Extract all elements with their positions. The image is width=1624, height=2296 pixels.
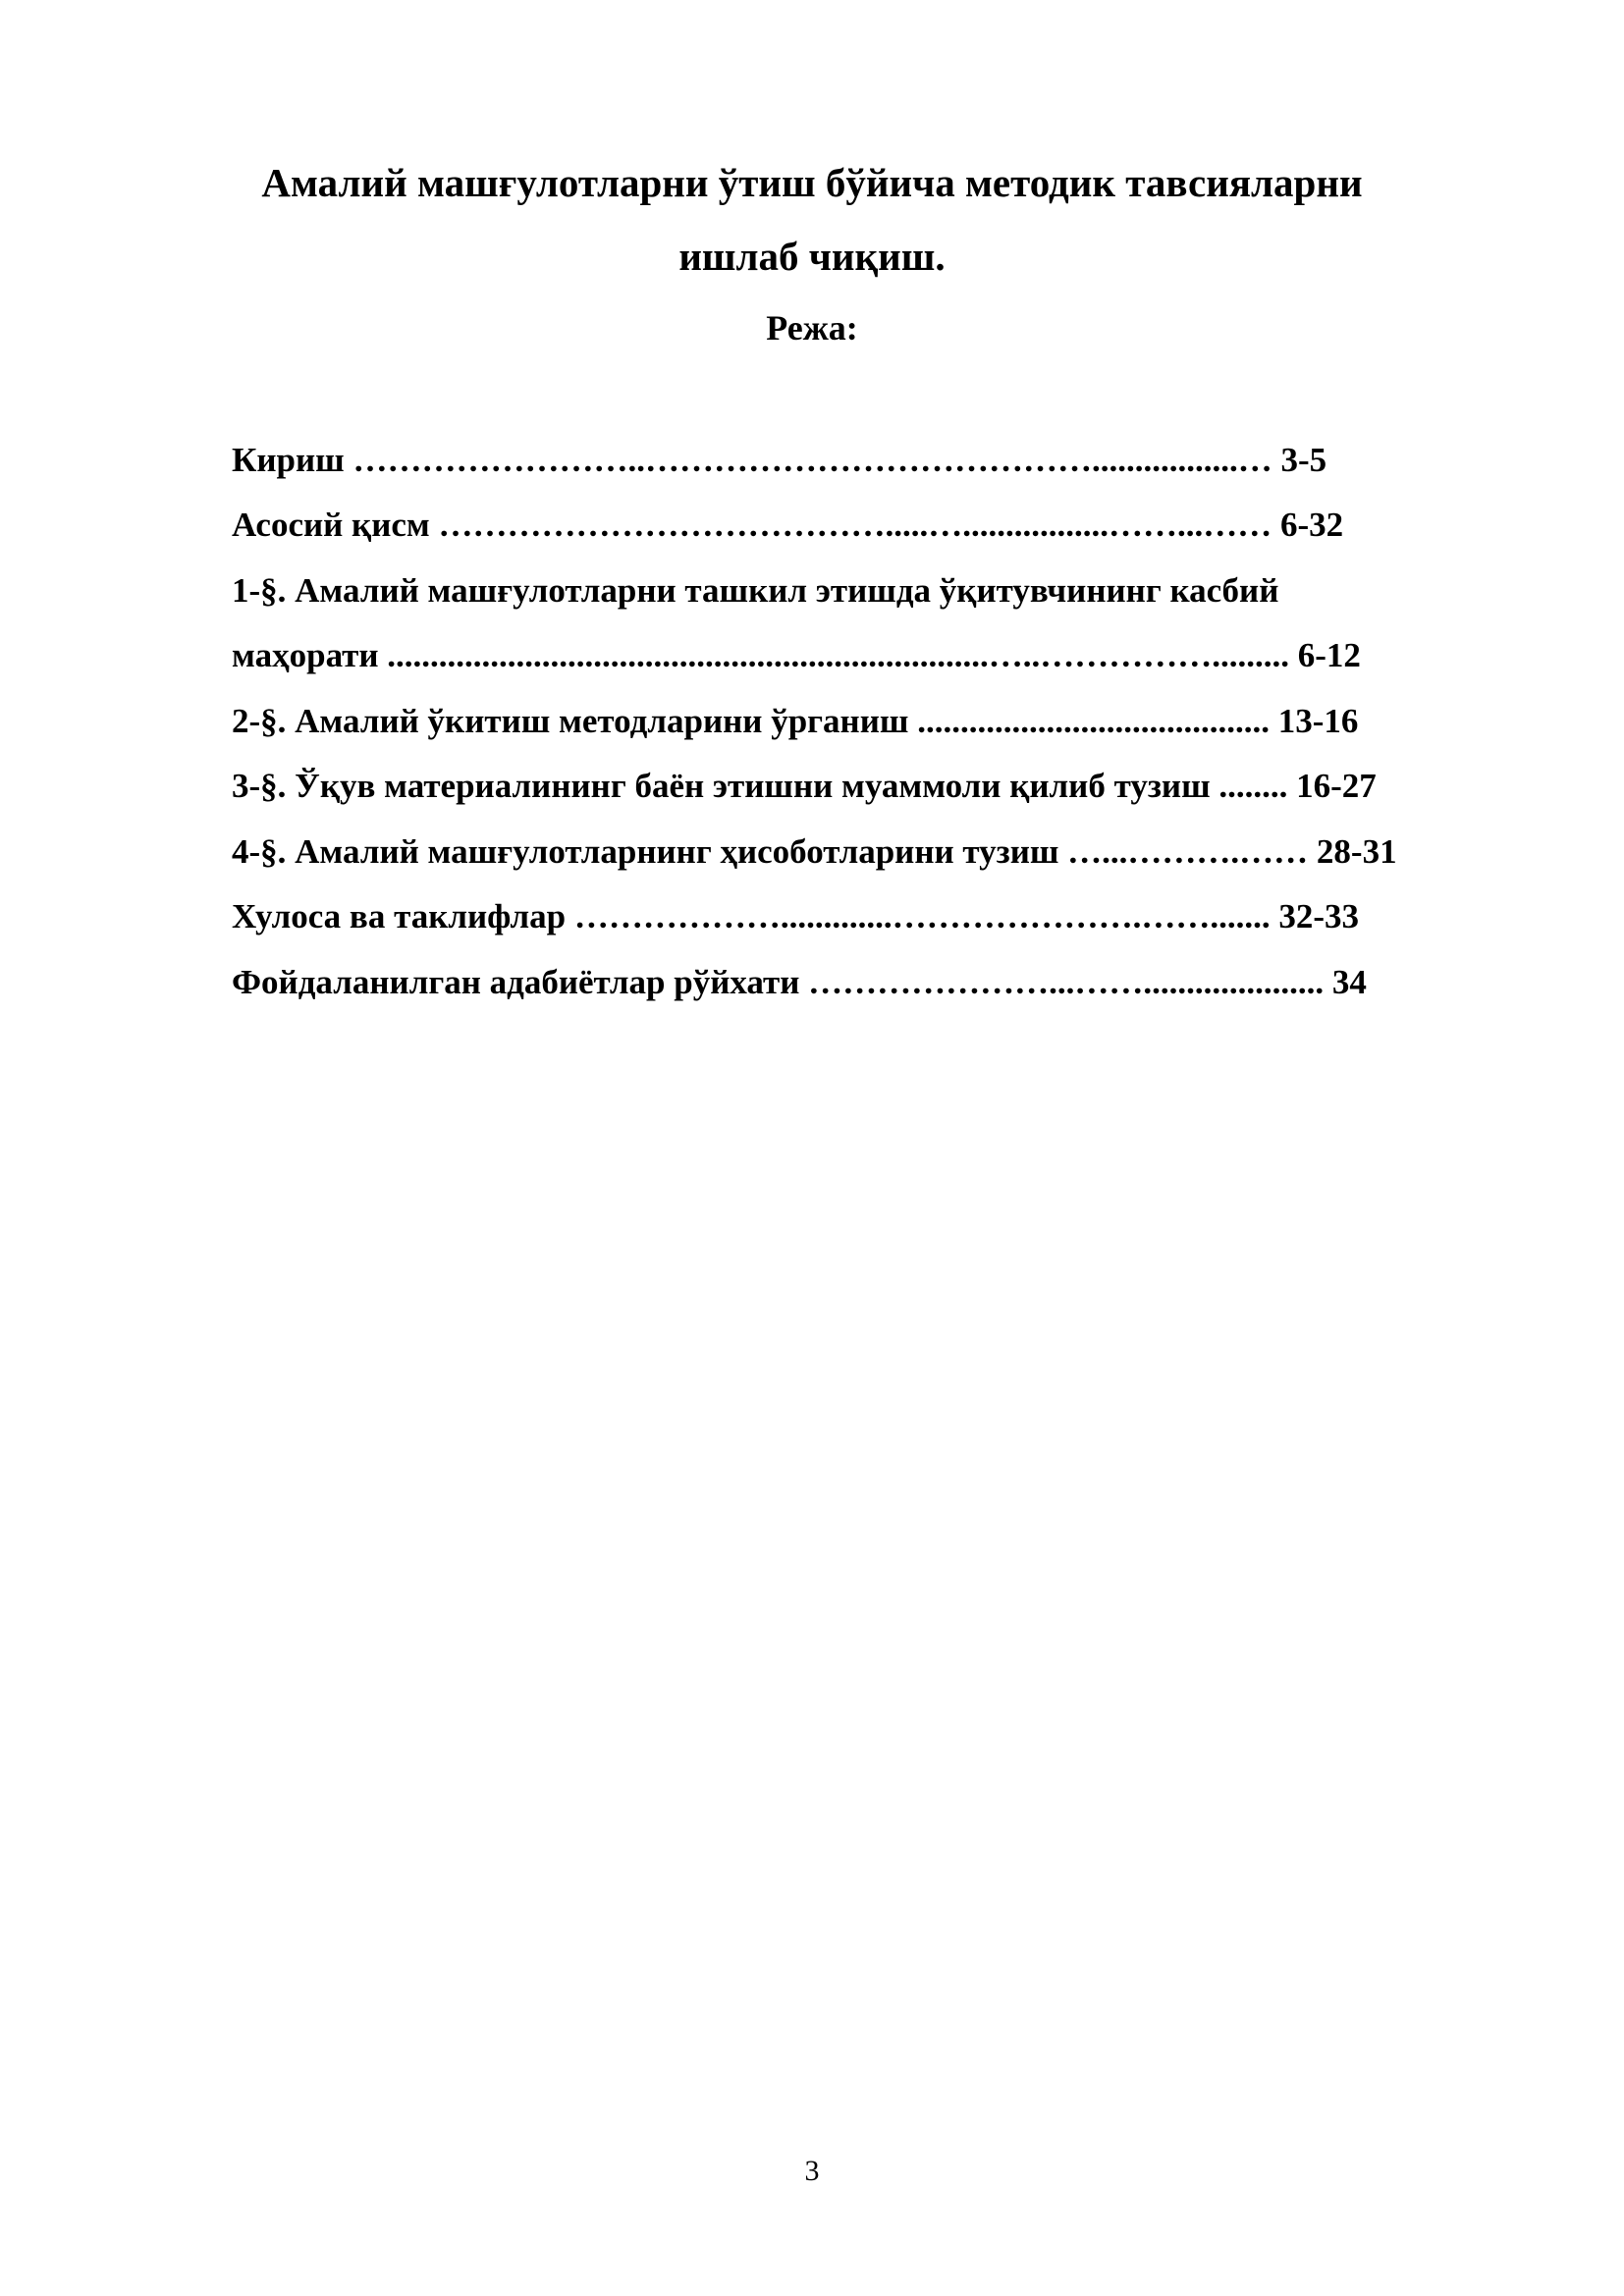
toc-entry-references: Фойдаланилган адабиётлар рўйхати …………………...……..................... 34: [232, 963, 1367, 1001]
toc-entry-introduction: Кириш ……………………..………………………………….................… 3-5: [232, 441, 1327, 479]
page-number: 3: [804, 2155, 820, 2187]
document-title-line-2: ишлаб чиқиш.: [678, 234, 946, 279]
toc-entry-main-part: Асосий қисм ………………………………….....….................……...…… 6-32: [232, 506, 1344, 544]
toc-entry-section-3: 3-§. Ўқув материалининг баён этишни муаммоли қилиб тузиш ........ 16-27: [232, 767, 1377, 805]
plan-heading: Режа:: [766, 308, 858, 347]
toc-entry-section-1: 1-§. Амалий машғулотларни ташкил этишда ўқитувчининг касбий: [232, 571, 1279, 610]
toc-entry-section-1-continued: маҳорати ......................................................................…..……………......... 6-12: [232, 636, 1361, 674]
toc-entry-section-2: 2-§. Амалий ўкитиш методларини ўрганиш ......................................... 13-16: [232, 702, 1359, 740]
toc-entry-section-4: 4-§. Амалий машғулотларнинг ҳисоботларини тузиш …...……….…… 28-31: [232, 832, 1397, 871]
toc-entry-conclusion: Хулоса ва таклифлар ……………….............………………….……....... 32-33: [232, 897, 1360, 935]
document-title-line-1: Амалий машғулотларни ўтиш бўйича методик тавсияларни: [261, 160, 1363, 205]
